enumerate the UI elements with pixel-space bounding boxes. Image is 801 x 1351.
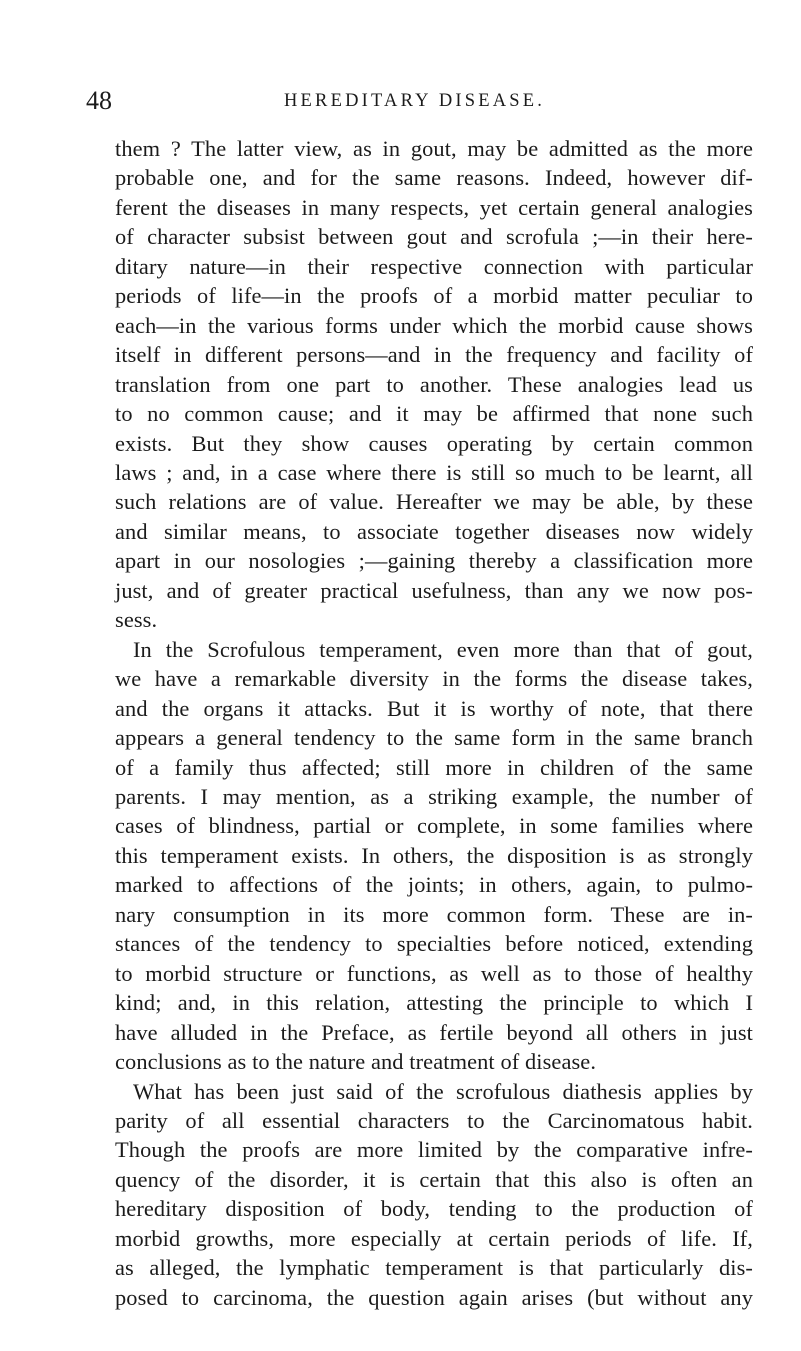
text-line: just, and of greater practical usefulness, than any we now pos- xyxy=(115,577,753,603)
text-line: itself in different persons—and in the frequency and facility of xyxy=(115,342,753,368)
text-line: nary consumption in its more common form. These are in- xyxy=(115,901,753,927)
text-line: as alleged, the lymphatic temperament is that particularly dis- xyxy=(115,1255,753,1281)
text-line: marked to affections of the joints; in others, again, to pulmo- xyxy=(115,872,753,898)
text-line: kind; and, in this relation, attesting the principle to which I xyxy=(115,990,753,1016)
text-line: to no common cause; and it may be affirmed that none such xyxy=(115,401,753,427)
text-line: laws ; and, in a case where there is still so much to be learnt, all xyxy=(115,459,753,485)
text-line: appears a general tendency to the same form in the same branch xyxy=(115,725,753,751)
text-line: exists. But they show causes operating by certain common xyxy=(115,430,753,456)
text-line: posed to carcinoma, the question again arises (but without any xyxy=(115,1284,753,1310)
text-line: hereditary disposition of body, tending to the production of xyxy=(115,1196,753,1222)
text-line: morbid growths, more especially at certain periods of life. If, xyxy=(115,1225,753,1251)
text-line: In the Scrofulous temperament, even more than that of gout, xyxy=(133,636,753,662)
text-line: ferent the diseases in many respects, yet certain general analogies xyxy=(115,194,753,220)
text-line: we have a remarkable diversity in the forms the disease takes, xyxy=(115,666,753,692)
text-line: translation from one part to another. These analogies lead us xyxy=(115,371,753,397)
text-line: What has been just said of the scrofulous diathesis applies by xyxy=(133,1078,753,1104)
text-line: such relations are of value. Hereafter we may be able, by these xyxy=(115,489,753,515)
text-line: probable one, and for the same reasons. Indeed, however dif- xyxy=(115,165,753,191)
text-line: ditary nature—in their respective connection with particular xyxy=(115,253,753,279)
text-line: each—in the various forms under which the morbid cause shows xyxy=(115,312,753,338)
text-line: this temperament exists. In others, the disposition is as strongly xyxy=(115,842,753,868)
text-line: and the organs it attacks. But it is worthy of note, that there xyxy=(115,695,753,721)
body-text xyxy=(115,134,753,1312)
text-line: and similar means, to associate together diseases now widely xyxy=(115,518,753,544)
text-line: stances of the tendency to specialties before noticed, extending xyxy=(115,931,753,957)
text-line: of a family thus affected; still more in children of the same xyxy=(115,754,753,780)
text-line: parents. I may mention, as a striking example, the number of xyxy=(115,783,753,809)
running-head: HEREDITARY DISEASE. xyxy=(284,91,546,111)
text-line: them ? The latter view, as in gout, may be admitted as the more xyxy=(115,136,753,161)
text-line: to morbid structure or functions, as well as to those of healthy xyxy=(115,960,753,986)
text-line: apart in our nosologies ;—gaining thereby a classification more xyxy=(115,548,753,574)
text-line: parity of all essential characters to the Carcinomatous habit. xyxy=(115,1107,753,1133)
text-line: sess. xyxy=(115,607,158,633)
text-line: periods of life—in the proofs of a morbid matter peculiar to xyxy=(115,283,753,309)
text-line: Though the proofs are more limited by the comparative infre- xyxy=(115,1137,753,1163)
page-header xyxy=(86,86,741,116)
text-line: quency of the disorder, it is certain that this also is often an xyxy=(115,1166,753,1192)
text-line: have alluded in the Preface, as fertile beyond all others in just xyxy=(115,1019,753,1045)
text-line: conclusions as to the nature and treatment of disease. xyxy=(115,1049,597,1075)
text-line: cases of blindness, partial or complete, in some families where xyxy=(115,813,753,839)
page-number: 48 xyxy=(86,86,112,115)
text-line: of character subsist between gout and scrofula ;—in their here- xyxy=(115,224,753,250)
